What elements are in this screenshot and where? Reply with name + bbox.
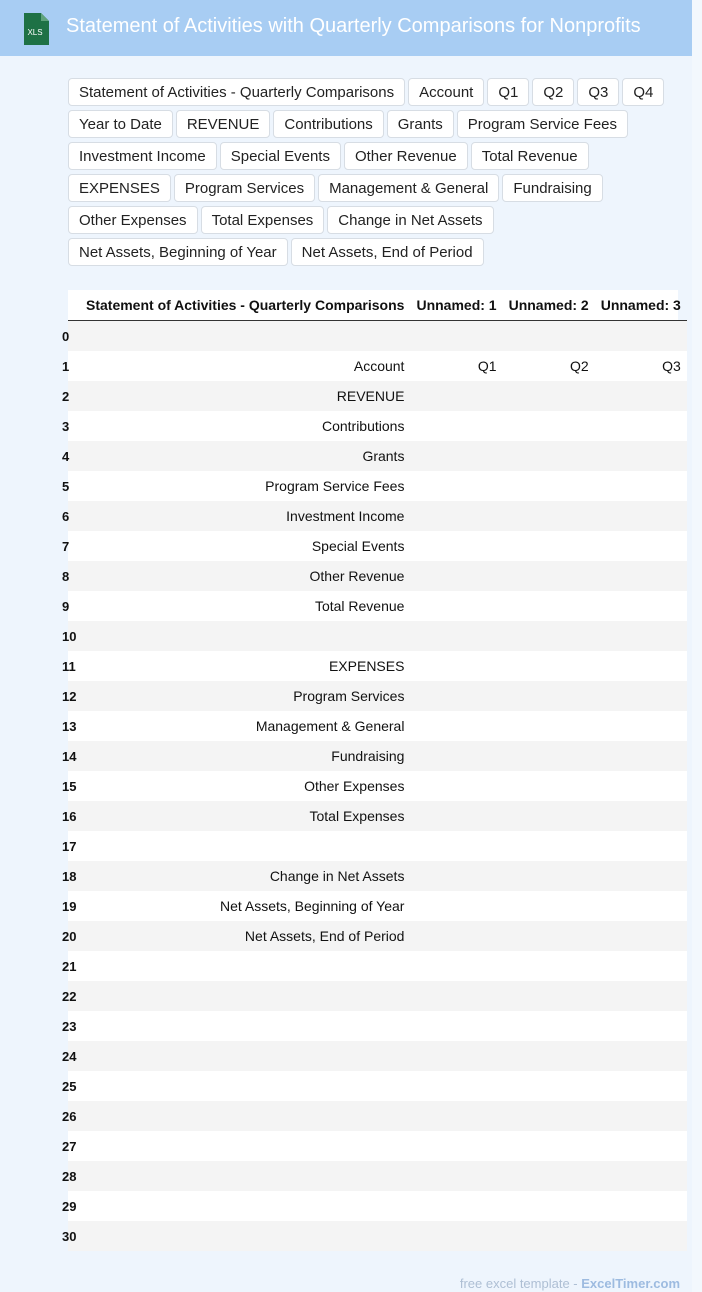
row-index: 19 <box>62 898 77 914</box>
cell-q[interactable] <box>503 861 595 891</box>
column-chip[interactable]: Net Assets, Beginning of Year <box>68 238 288 266</box>
row-index-cell <box>62 441 80 471</box>
cell-q[interactable] <box>595 591 687 621</box>
table-row <box>68 1071 687 1101</box>
data-table <box>62 290 687 1251</box>
xls-icon-label: XLS <box>27 28 43 37</box>
cell-q[interactable] <box>595 801 687 831</box>
cell-q[interactable] <box>410 831 502 861</box>
column-header-index <box>68 290 80 321</box>
excel-file-icon <box>20 13 50 45</box>
cell-q[interactable] <box>595 1101 687 1131</box>
cell-account[interactable]: Program Service Fees <box>80 471 410 501</box>
table-row <box>68 591 687 621</box>
cell-account[interactable]: Total Revenue <box>80 591 410 621</box>
row-index: 12 <box>62 688 77 704</box>
table-row <box>68 711 687 741</box>
row-index-cell <box>62 561 80 591</box>
scroll-gutter <box>692 0 702 1292</box>
cell-q[interactable] <box>410 981 502 1011</box>
cell-q[interactable] <box>503 1101 595 1131</box>
row-index: 15 <box>62 778 77 794</box>
row-index: 27 <box>62 1138 77 1154</box>
cell-q[interactable] <box>595 1131 687 1161</box>
row-index: 25 <box>62 1078 77 1094</box>
row-index-cell <box>62 831 80 861</box>
cell-account[interactable] <box>80 1221 410 1251</box>
table-row <box>68 951 687 981</box>
table-row <box>68 381 687 411</box>
cell-q[interactable] <box>595 891 687 921</box>
table-row <box>68 1221 687 1251</box>
row-index: 17 <box>62 838 77 854</box>
cell-q[interactable] <box>410 681 502 711</box>
cell-q[interactable] <box>595 981 687 1011</box>
table-row <box>68 681 687 711</box>
page-header <box>0 0 692 56</box>
cell-account[interactable]: Other Revenue <box>80 561 410 591</box>
cell-account[interactable]: Net Assets, End of Period <box>80 921 410 951</box>
cell-q[interactable] <box>503 921 595 951</box>
row-index-cell <box>62 381 80 411</box>
row-index: 26 <box>62 1108 77 1124</box>
row-index: 4 <box>62 448 70 464</box>
page-title: Statement of Activities with Quarterly Comparisons for Nonprofits <box>66 15 641 37</box>
row-index: 8 <box>62 568 70 584</box>
row-index-cell <box>62 1161 80 1191</box>
table-row <box>68 741 687 771</box>
cell-q[interactable] <box>410 1161 502 1191</box>
cell-q[interactable] <box>595 921 687 951</box>
row-index: 0 <box>62 328 70 344</box>
cell-account[interactable] <box>80 321 410 352</box>
cell-q[interactable] <box>410 321 502 352</box>
cell-account[interactable]: Net Assets, Beginning of Year <box>80 891 410 921</box>
footer-brand-link[interactable]: ExcelTimer.com <box>581 1276 680 1291</box>
table-row <box>68 651 687 681</box>
cell-q[interactable] <box>410 531 502 561</box>
row-index: 7 <box>62 538 70 554</box>
row-index: 13 <box>62 718 77 734</box>
row-index: 24 <box>62 1048 77 1064</box>
cell-account[interactable]: Program Services <box>80 681 410 711</box>
row-index-cell <box>62 891 80 921</box>
cell-q[interactable] <box>503 621 595 651</box>
column-chip[interactable]: Other Expenses <box>68 206 198 234</box>
row-index: 20 <box>62 928 77 944</box>
cell-q[interactable]: Q3 <box>595 351 687 381</box>
cell-q[interactable] <box>503 651 595 681</box>
table-row <box>68 1131 687 1161</box>
cell-q[interactable] <box>410 741 502 771</box>
table-row <box>68 801 687 831</box>
column-chip-list <box>68 78 688 266</box>
column-header-unnamed-1[interactable]: Unnamed: 1 <box>410 290 502 321</box>
cell-q[interactable] <box>595 1041 687 1071</box>
table-row <box>68 321 687 352</box>
row-index: 28 <box>62 1168 77 1184</box>
row-index-cell <box>62 501 80 531</box>
table-row <box>68 441 687 471</box>
row-index: 11 <box>62 658 76 674</box>
cell-q[interactable] <box>410 381 502 411</box>
cell-q[interactable] <box>410 651 502 681</box>
cell-q[interactable] <box>410 1191 502 1221</box>
cell-q[interactable] <box>410 591 502 621</box>
cell-q[interactable] <box>503 591 595 621</box>
footer-credit <box>460 1276 680 1291</box>
column-chip[interactable]: Q2 <box>532 78 574 106</box>
cell-account[interactable]: Total Expenses <box>80 801 410 831</box>
cell-q[interactable] <box>410 471 502 501</box>
cell-q[interactable] <box>410 1041 502 1071</box>
cell-q[interactable] <box>410 501 502 531</box>
column-chip[interactable]: Account <box>408 78 484 106</box>
column-chip[interactable]: Total Expenses <box>201 206 325 234</box>
cell-q[interactable] <box>595 1161 687 1191</box>
cell-q[interactable] <box>410 801 502 831</box>
cell-q[interactable] <box>410 1011 502 1041</box>
table-row <box>68 411 687 441</box>
column-chip[interactable]: Q4 <box>622 78 664 106</box>
cell-q[interactable] <box>410 1221 502 1251</box>
cell-q[interactable] <box>595 471 687 501</box>
row-index-cell <box>62 1041 80 1071</box>
row-index-cell <box>62 771 80 801</box>
cell-q[interactable] <box>595 501 687 531</box>
table-row <box>68 1191 687 1221</box>
row-index-cell <box>62 951 80 981</box>
cell-q[interactable] <box>503 741 595 771</box>
column-header-unnamed-2[interactable]: Unnamed: 2 <box>503 290 595 321</box>
cell-q[interactable] <box>503 801 595 831</box>
row-index-cell <box>62 801 80 831</box>
cell-account[interactable]: Special Events <box>80 531 410 561</box>
row-index: 30 <box>62 1228 77 1244</box>
cell-q[interactable] <box>410 921 502 951</box>
cell-account[interactable]: Account <box>80 351 410 381</box>
column-chip[interactable]: Management & General <box>318 174 499 202</box>
row-index: 29 <box>62 1198 77 1214</box>
cell-q[interactable] <box>503 771 595 801</box>
column-chip[interactable]: Investment Income <box>68 142 217 170</box>
row-index: 22 <box>62 988 77 1004</box>
cell-account[interactable] <box>80 981 410 1011</box>
cell-q[interactable]: Q1 <box>410 351 502 381</box>
row-index: 2 <box>62 388 70 404</box>
cell-q[interactable]: Q2 <box>503 351 595 381</box>
table-header-row <box>68 290 687 321</box>
cell-q[interactable] <box>595 621 687 651</box>
cell-q[interactable] <box>595 441 687 471</box>
row-index-cell <box>62 651 80 681</box>
table-row <box>68 531 687 561</box>
cell-account[interactable]: Change in Net Assets <box>80 861 410 891</box>
cell-q[interactable] <box>595 681 687 711</box>
column-chip[interactable]: Other Revenue <box>344 142 468 170</box>
cell-q[interactable] <box>410 861 502 891</box>
cell-account[interactable] <box>80 1071 410 1101</box>
cell-q[interactable] <box>595 1221 687 1251</box>
row-index: 1 <box>62 358 70 374</box>
row-index-cell <box>62 351 80 381</box>
cell-q[interactable] <box>503 1041 595 1071</box>
cell-q[interactable] <box>410 771 502 801</box>
cell-account[interactable] <box>80 1161 410 1191</box>
column-chip[interactable]: Contributions <box>273 110 383 138</box>
cell-q[interactable] <box>503 1071 595 1101</box>
row-index-cell <box>62 411 80 441</box>
cell-q[interactable] <box>595 1071 687 1101</box>
cell-account[interactable] <box>80 951 410 981</box>
column-chip[interactable]: Total Revenue <box>471 142 589 170</box>
cell-q[interactable] <box>503 441 595 471</box>
cell-account[interactable] <box>80 1101 410 1131</box>
cell-q[interactable] <box>503 1131 595 1161</box>
row-index: 9 <box>62 598 70 614</box>
cell-q[interactable] <box>503 1161 595 1191</box>
cell-q[interactable] <box>410 411 502 441</box>
cell-account[interactable]: Other Expenses <box>80 771 410 801</box>
row-index-cell <box>62 861 80 891</box>
column-chip[interactable]: EXPENSES <box>68 174 171 202</box>
row-index-cell <box>62 591 80 621</box>
row-index: 16 <box>62 808 77 824</box>
cell-q[interactable] <box>503 381 595 411</box>
table-row <box>68 981 687 1011</box>
cell-q[interactable] <box>410 621 502 651</box>
table-row <box>68 831 687 861</box>
cell-q[interactable] <box>410 951 502 981</box>
column-chip[interactable]: Net Assets, End of Period <box>291 238 484 266</box>
row-index-cell <box>62 1011 80 1041</box>
cell-q[interactable] <box>595 321 687 352</box>
cell-account[interactable] <box>80 831 410 861</box>
cell-q[interactable] <box>410 1071 502 1101</box>
table-row <box>68 561 687 591</box>
table-row <box>68 351 687 381</box>
cell-q[interactable] <box>503 411 595 441</box>
cell-q[interactable] <box>595 741 687 771</box>
column-chip[interactable]: Statement of Activities - Quarterly Comparisons <box>68 78 405 106</box>
column-chip[interactable]: Q1 <box>487 78 529 106</box>
column-header-account[interactable]: Statement of Activities - Quarterly Comparisons <box>80 290 410 321</box>
cell-account[interactable]: REVENUE <box>80 381 410 411</box>
row-index: 23 <box>62 1018 77 1034</box>
table-row <box>68 501 687 531</box>
row-index-cell <box>62 1101 80 1131</box>
cell-q[interactable] <box>595 381 687 411</box>
cell-q[interactable] <box>503 681 595 711</box>
column-chip[interactable]: REVENUE <box>176 110 271 138</box>
table-row <box>68 891 687 921</box>
row-index-cell <box>62 471 80 501</box>
table-row <box>68 921 687 951</box>
cell-q[interactable] <box>595 1191 687 1221</box>
cell-account[interactable]: Grants <box>80 441 410 471</box>
table-row <box>68 1161 687 1191</box>
cell-q[interactable] <box>595 651 687 681</box>
cell-q[interactable] <box>595 1011 687 1041</box>
row-index: 5 <box>62 478 70 494</box>
row-index-cell <box>62 741 80 771</box>
table-row <box>68 1041 687 1071</box>
cell-account[interactable] <box>80 1191 410 1221</box>
cell-q[interactable] <box>503 501 595 531</box>
row-index-cell <box>62 681 80 711</box>
cell-q[interactable] <box>503 711 595 741</box>
table-row <box>68 861 687 891</box>
column-chip[interactable]: Program Service Fees <box>457 110 628 138</box>
table-row <box>68 1011 687 1041</box>
cell-q[interactable] <box>503 891 595 921</box>
row-index: 3 <box>62 418 70 434</box>
cell-q[interactable] <box>503 831 595 861</box>
cell-q[interactable] <box>595 951 687 981</box>
row-index-cell <box>62 1191 80 1221</box>
column-header-unnamed-3[interactable]: Unnamed: 3 <box>595 290 687 321</box>
cell-account[interactable]: Contributions <box>80 411 410 441</box>
row-index-cell <box>62 621 80 651</box>
cell-q[interactable] <box>410 891 502 921</box>
row-index: 6 <box>62 508 70 524</box>
cell-q[interactable] <box>595 561 687 591</box>
row-index: 10 <box>62 628 77 644</box>
cell-account[interactable]: Investment Income <box>80 501 410 531</box>
row-index-cell <box>62 321 80 352</box>
cell-account[interactable] <box>80 1041 410 1071</box>
cell-q[interactable] <box>595 861 687 891</box>
cell-q[interactable] <box>595 411 687 441</box>
cell-account[interactable] <box>80 621 410 651</box>
cell-q[interactable] <box>503 951 595 981</box>
cell-q[interactable] <box>503 561 595 591</box>
cell-q[interactable] <box>595 831 687 861</box>
row-index-cell <box>62 1221 80 1251</box>
cell-q[interactable] <box>503 981 595 1011</box>
row-index-cell <box>62 531 80 561</box>
row-index: 21 <box>62 958 77 974</box>
column-chip[interactable]: Year to Date <box>68 110 173 138</box>
column-chip[interactable]: Fundraising <box>502 174 602 202</box>
cell-q[interactable] <box>595 711 687 741</box>
cell-q[interactable] <box>503 471 595 501</box>
row-index-cell <box>62 711 80 741</box>
cell-q[interactable] <box>503 1011 595 1041</box>
table-row <box>68 1101 687 1131</box>
cell-q[interactable] <box>410 561 502 591</box>
cell-account[interactable] <box>80 1131 410 1161</box>
cell-account[interactable]: Fundraising <box>80 741 410 771</box>
cell-q[interactable] <box>503 321 595 352</box>
column-chip[interactable]: Special Events <box>220 142 341 170</box>
footer-prefix: free excel template - <box>459 1276 582 1291</box>
cell-q[interactable] <box>410 711 502 741</box>
row-index-cell <box>62 1071 80 1101</box>
table-row <box>68 621 687 651</box>
column-chip[interactable]: Program Services <box>174 174 315 202</box>
cell-q[interactable] <box>503 531 595 561</box>
cell-account[interactable] <box>80 1011 410 1041</box>
cell-q[interactable] <box>503 1221 595 1251</box>
column-chip[interactable]: Change in Net Assets <box>327 206 493 234</box>
cell-q[interactable] <box>410 1131 502 1161</box>
cell-account[interactable]: EXPENSES <box>80 651 410 681</box>
row-index-cell <box>62 1131 80 1161</box>
cell-q[interactable] <box>410 441 502 471</box>
column-chip[interactable]: Grants <box>387 110 454 138</box>
cell-q[interactable] <box>503 1191 595 1221</box>
data-table-container[interactable] <box>62 290 681 1250</box>
cell-account[interactable]: Management & General <box>80 711 410 741</box>
table-row <box>68 771 687 801</box>
row-index-cell <box>62 921 80 951</box>
cell-q[interactable] <box>595 531 687 561</box>
row-index: 18 <box>62 868 77 884</box>
row-index: 14 <box>62 748 77 764</box>
column-chip[interactable]: Q3 <box>577 78 619 106</box>
row-index-cell <box>62 981 80 1011</box>
table-row <box>68 471 687 501</box>
cell-q[interactable] <box>410 1101 502 1131</box>
cell-q[interactable] <box>595 771 687 801</box>
